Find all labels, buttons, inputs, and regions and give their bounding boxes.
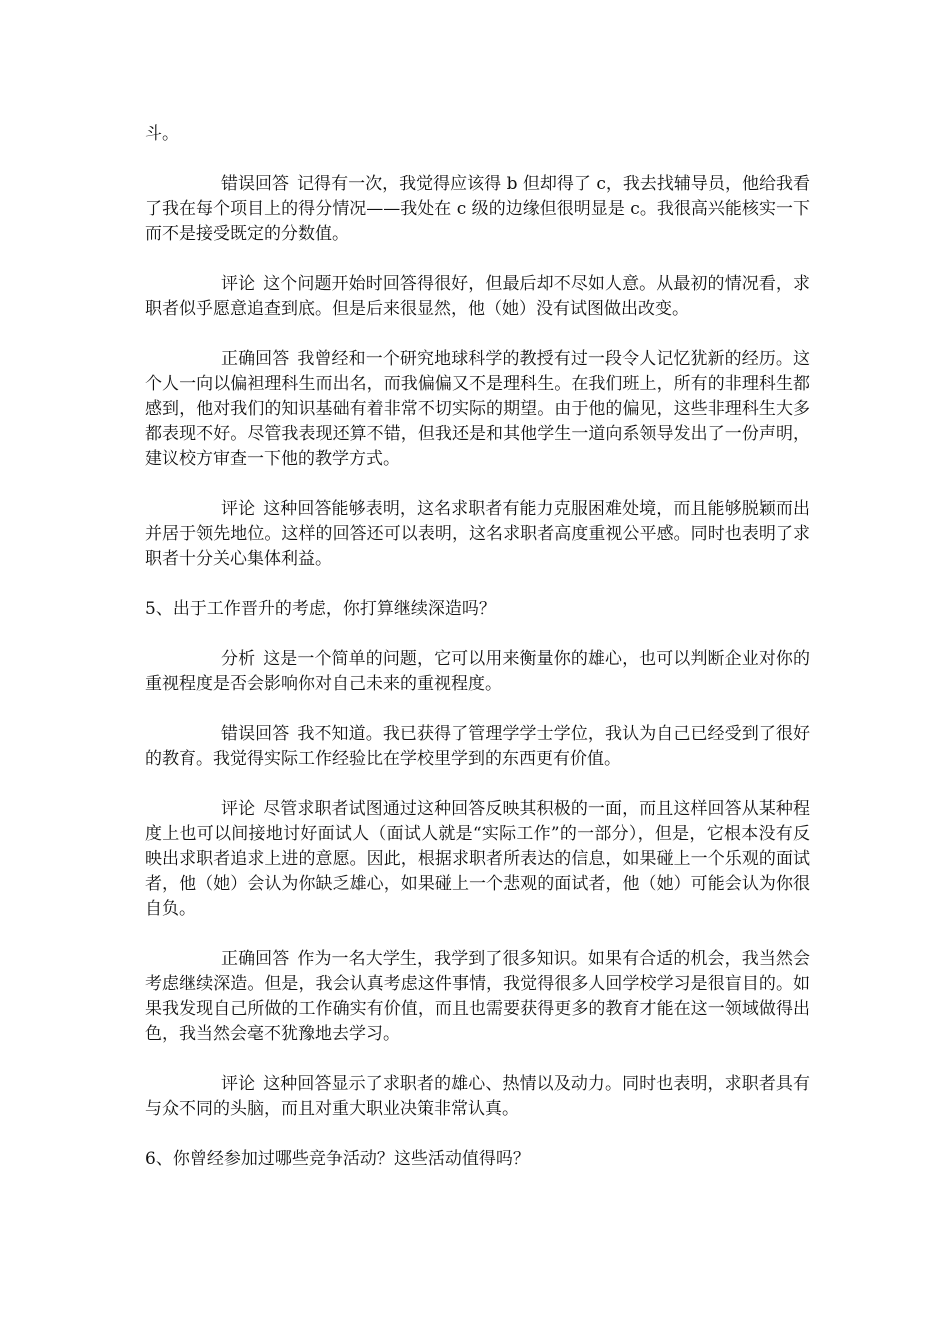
paragraph-label: 正确回答 [221,949,290,969]
paragraph-label: 正确回答 [221,349,290,369]
paragraph-label: 分析 [221,649,256,669]
paragraph-comment [145,797,810,922]
paragraph-label: 评论 [221,1074,256,1094]
paragraph-label: 错误回答 [221,174,290,194]
paragraph-correct-answer [145,347,810,472]
paragraph-text: 这种回答显示了求职者的雄心、热情以及动力。同时也表明，求职者具有与众不同的头脑，而且对重大职业决策非常认真。 [145,1074,811,1119]
paragraph-wrong-answer [145,722,810,772]
paragraph-label: 评论 [221,799,256,819]
paragraph-text: 尽管求职者试图通过这种回答反映其积极的一面，而且这样回答从某种程度上也可以间接地讨好面试人（面试人就是“实际工作”的一部分），但是，它根本没有反映出求职者追求上进的意愿。因此，根据求职者所表达的信息，如果碰上一个乐观的面试者，他（她）会认为你缺乏雄心，如果碰上一个悲观的面试者，他（她）可能会认为你很自负。 [145,799,811,919]
paragraph-text: 斗。 [145,124,179,144]
paragraph-label: 评论 [221,274,256,294]
question-text: 5、出于工作晋升的考虑，你打算继续深造吗？ [145,599,496,619]
document-body [145,122,810,1197]
question-heading-6 [145,1147,810,1172]
paragraph-wrong-answer [145,172,810,247]
paragraph-comment [145,1072,810,1122]
paragraph-label: 错误回答 [221,724,290,744]
paragraph-text: 我不知道。我已获得了管理学学士学位，我认为自己已经受到了很好的教育。我觉得实际工作经验比在学校里学到的东西更有价值。 [145,724,811,769]
paragraph-label: 评论 [221,499,256,519]
paragraph-correct-answer [145,947,810,1047]
paragraph-comment [145,272,810,322]
paragraph-comment [145,497,810,572]
paragraph-text: 我曾经和一个研究地球科学的教授有过一段令人记忆犹新的经历。这个人一向以偏袒理科生而出名，而我偏偏又不是理科生。在我们班上，所有的非理科生都感到，他对我们的知识基础有着非常不切实际的期望。由于他的偏见，这些非理科生大多都表现不好。尽管我表现还算不错，但我还是和其他学生一道向系领导发出了一份声明，建议校方审查一下他的教学方式。 [145,349,811,469]
question-text: 6、你曾经参加过哪些竞争活动？这些活动值得吗？ [145,1149,530,1169]
paragraph-text: 这是一个简单的问题，它可以用来衡量你的雄心，也可以判断企业对你的重视程度是否会影响你对自己未来的重视程度。 [145,649,811,694]
paragraph-text: 记得有一次，我觉得应该得 b 但却得了 c，我去找辅导员，他给我看了我在每个项目上的得分情况——我处在 c 级的边缘但很明显是 c。我很高兴能核实一下而不是接受既定的分数值。 [145,174,810,244]
paragraph-text: 作为一名大学生，我学到了很多知识。如果有合适的机会，我当然会考虑继续深造。但是，我会认真考虑这件事情，我觉得很多人回学校学习是很盲目的。如果我发现自己所做的工作确实有价值，而且也需要获得更多的教育才能在这一领域做得出色，我当然会毫不犹豫地去学习。 [145,949,811,1044]
paragraph-text: 这种回答能够表明，这名求职者有能力克服困难处境，而且能够脱颖而出并居于领先地位。这样的回答还可以表明，这名求职者高度重视公平感。同时也表明了求职者十分关心集体利益。 [145,499,811,569]
paragraph-analysis [145,647,810,697]
question-heading-5 [145,597,810,622]
paragraph-text: 这个问题开始时回答得很好，但最后却不尽如人意。从最初的情况看，求职者似乎愿意追查到底。但是后来很显然，他（她）没有试图做出改变。 [145,274,811,319]
paragraph-continuation [145,122,810,147]
